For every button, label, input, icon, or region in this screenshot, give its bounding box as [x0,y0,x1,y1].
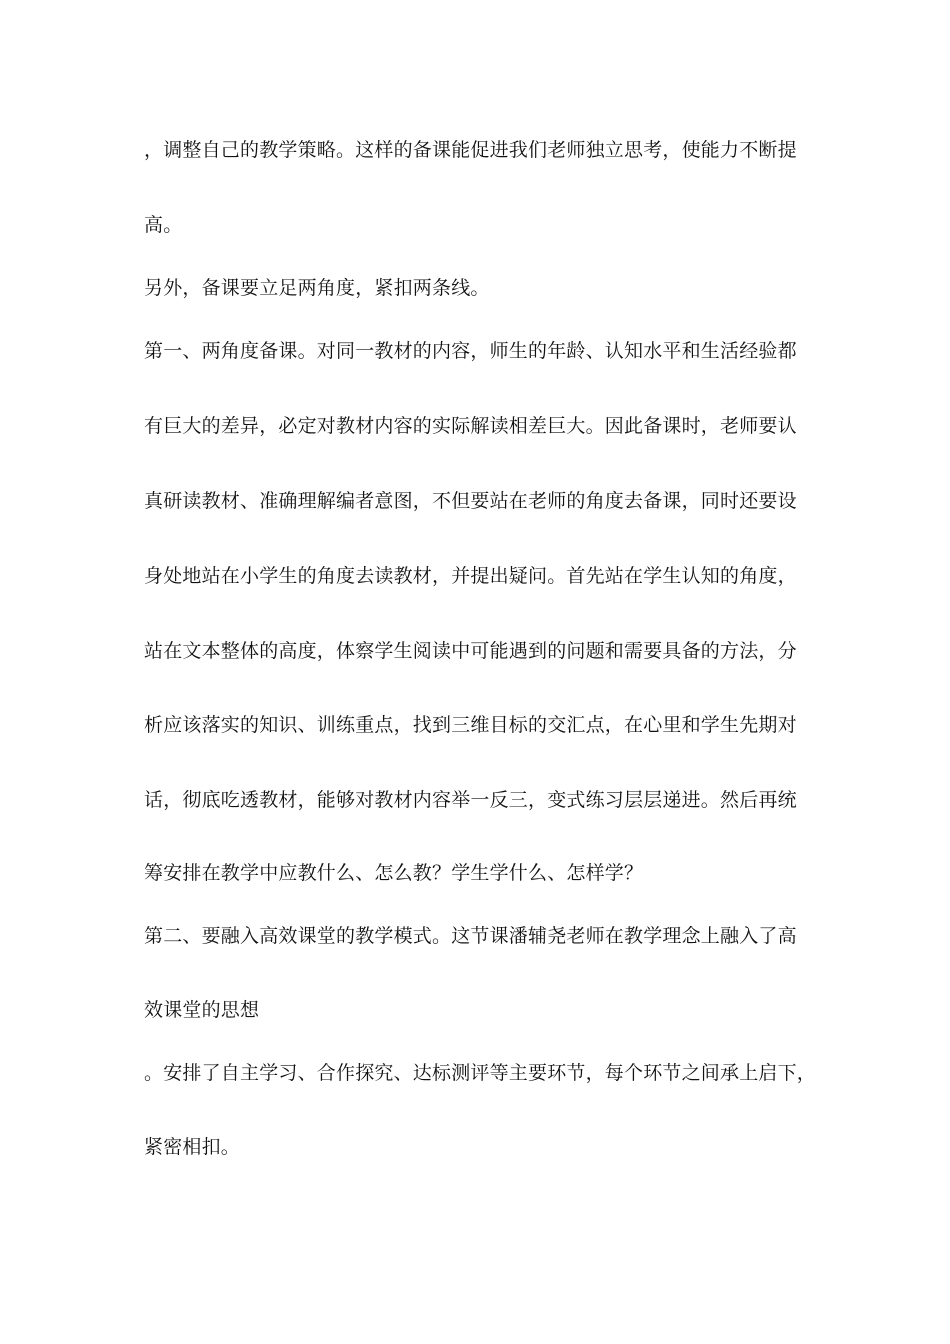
text-line: 。安排了自主学习、合作探究、达标测评等主要环节，每个环节之间承上启下， [144,1062,817,1084]
text-line: 真研读教材、准确理解编者意图，不但要站在老师的角度去备课，同时还要设 [144,490,797,512]
text-line: 筹安排在教学中应教什么、怎么教？学生学什么、怎样学？ [144,862,644,884]
text-line: 身处地站在小学生的角度去读教材，并提出疑问。首先站在学生认知的角度， [144,565,797,587]
text-line: 站在文本整体的高度，体察学生阅读中可能遇到的问题和需要具备的方法，分 [144,640,797,662]
text-line: ，调整自己的教学策略。这样的备课能促进我们老师独立思考，使能力不断提 [144,139,797,161]
text-line: 第一、两角度备课。对同一教材的内容，师生的年龄、认知水平和生活经验都 [144,340,797,362]
text-line: 效课堂的思想 [144,999,260,1021]
text-line: 析应该落实的知识、训练重点，找到三维目标的交汇点，在心里和学生先期对 [144,714,797,736]
text-line: 话，彻底吃透教材，能够对教材内容举一反三，变式练习层层递进。然后再统 [144,789,797,811]
text-line: 高。 [144,214,183,236]
text-line: 第二、要融入高效课堂的教学模式。这节课潘辅尧老师在教学理念上融入了高 [144,925,797,947]
text-line: 紧密相扣。 [144,1136,241,1158]
text-line: 另外，备课要立足两角度，紧扣两条线。 [144,277,490,299]
text-line: 有巨大的差异，必定对教材内容的实际解读相差巨大。因此备课时，老师要认 [144,415,797,437]
